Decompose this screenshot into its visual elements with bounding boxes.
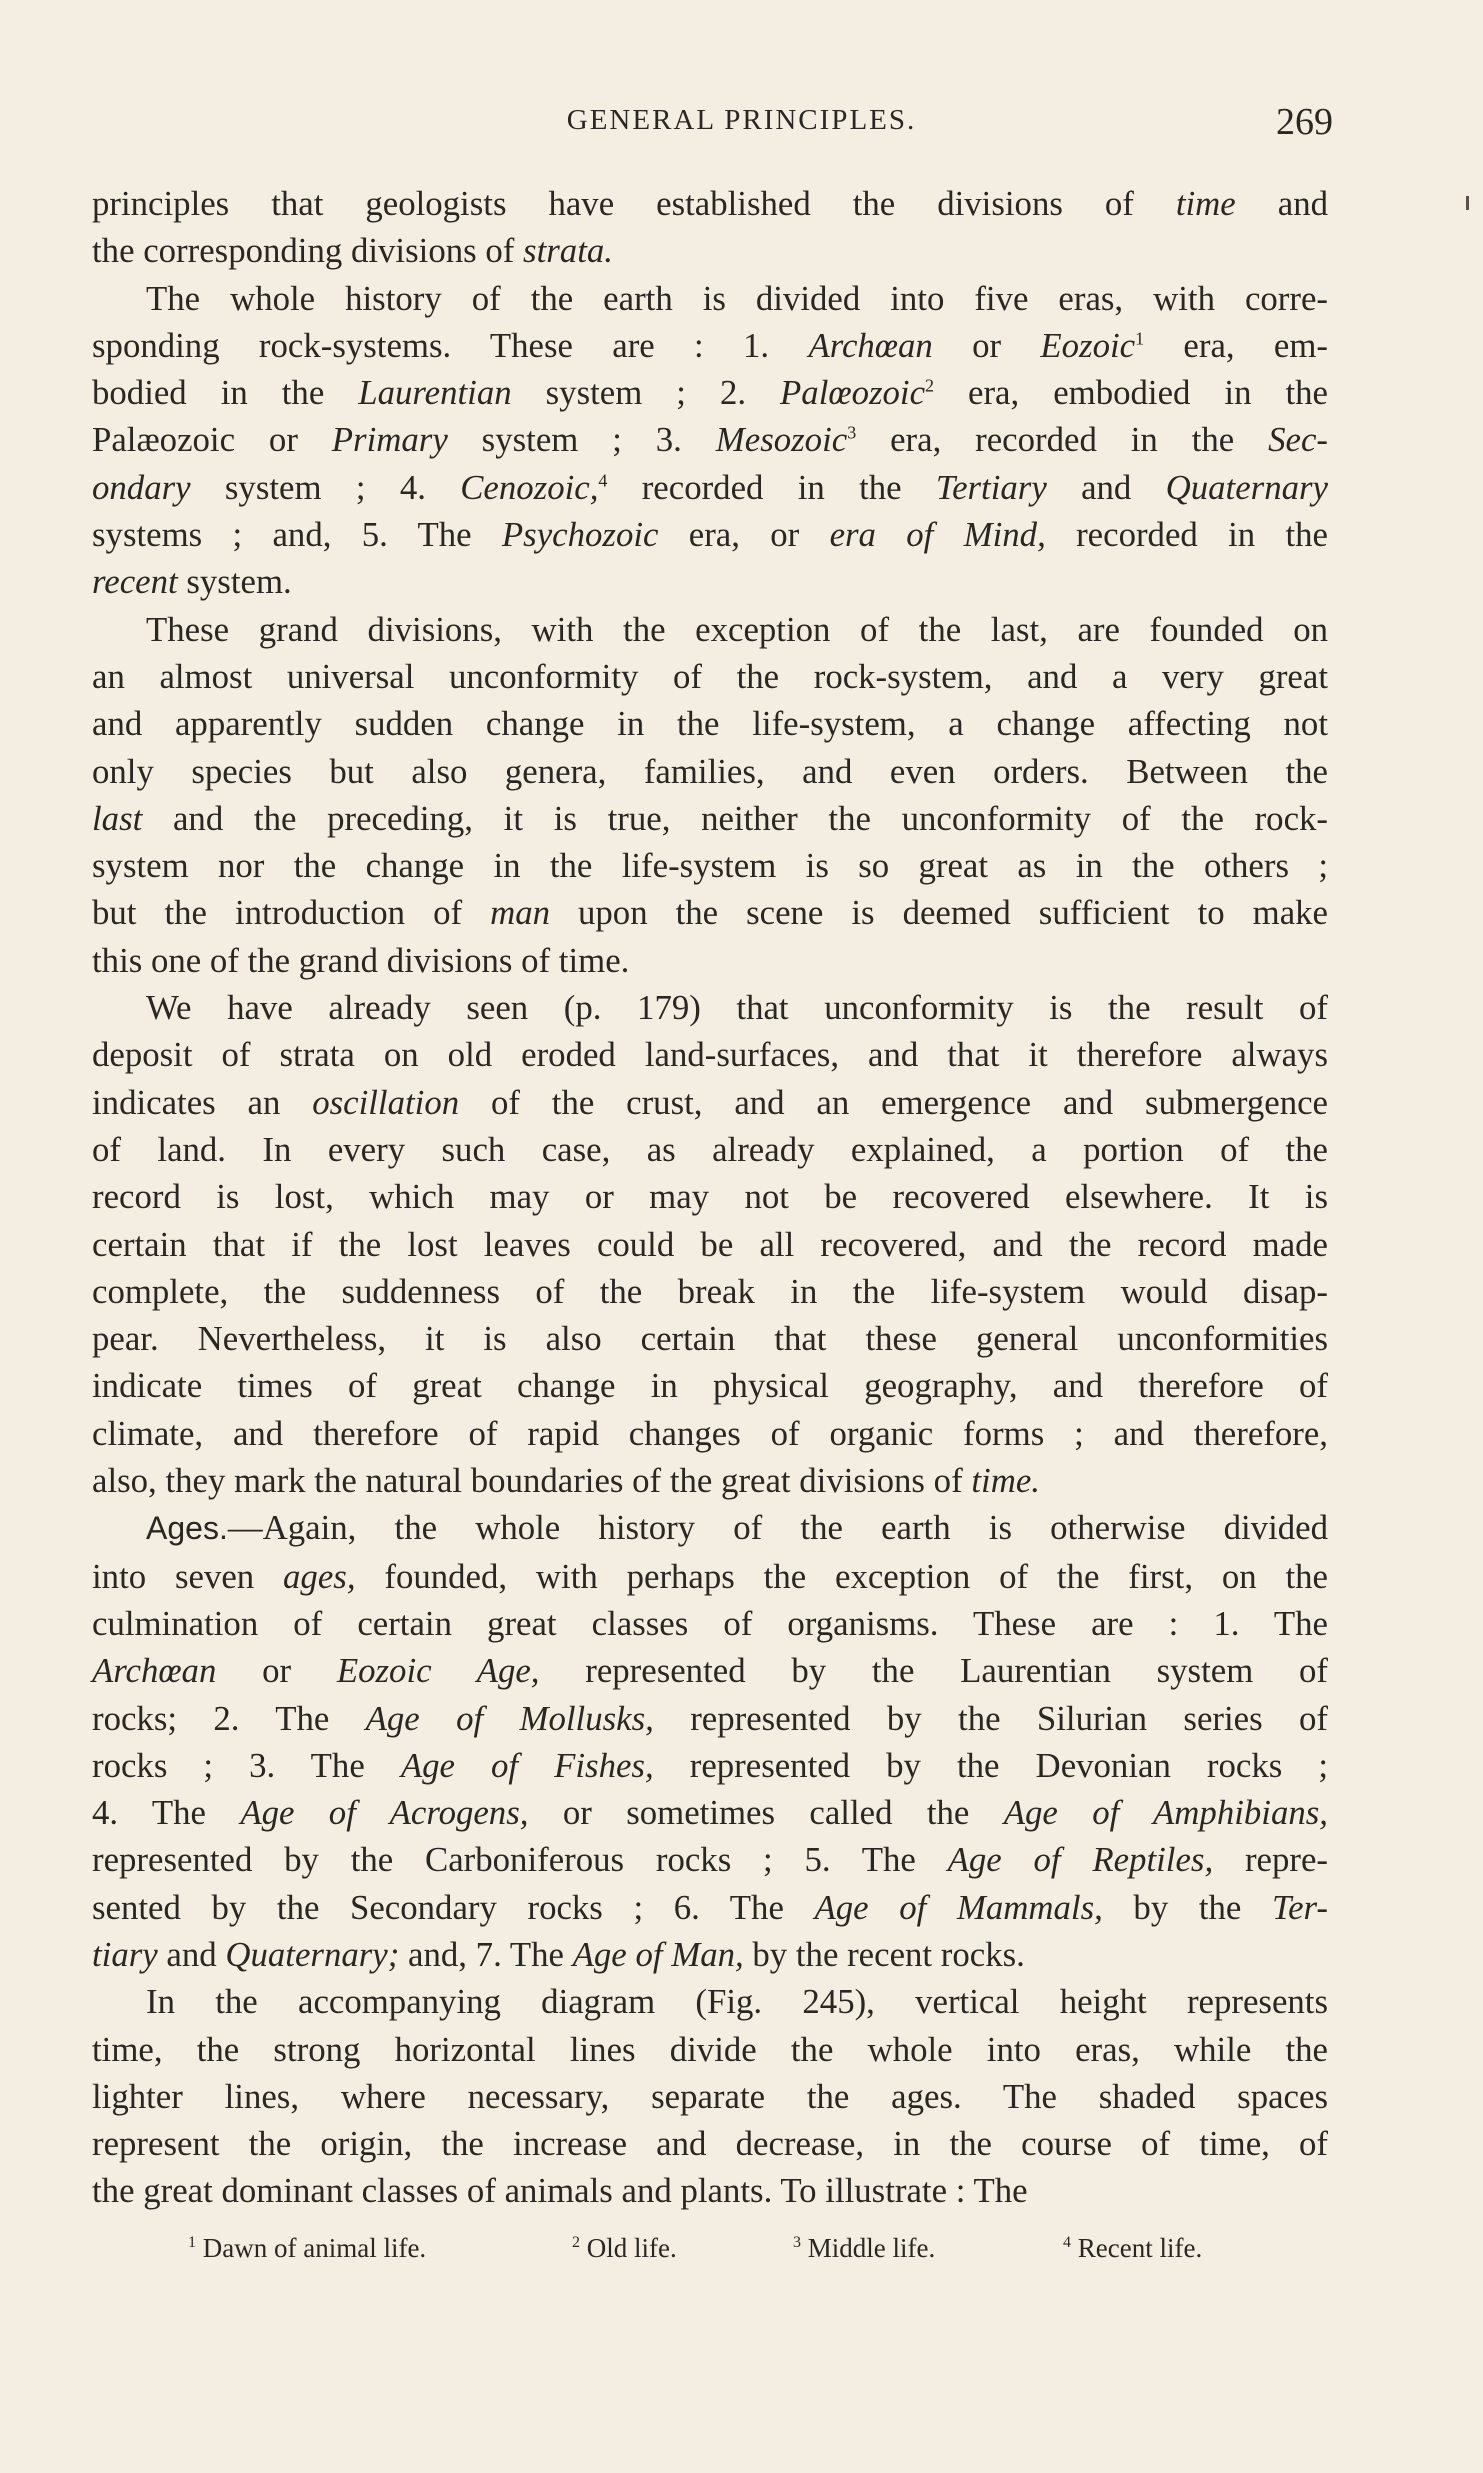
italic-term: time. — [971, 1461, 1040, 1501]
text-line — [92, 1695, 1328, 1742]
text-run: represent the origin, the increase and decrease, in the course of time, of — [92, 2124, 1328, 2164]
text-run: of the crust, and an emergence and submergence — [459, 1082, 1328, 1122]
text-run: climate, and therefore of rapid changes of organic forms ; and therefore, — [92, 1413, 1328, 1453]
footnote-ref: 3 — [847, 422, 857, 443]
italic-term: Mesozoic — [715, 420, 848, 460]
text-run: sented by the Secondary rocks ; 6. The — [92, 1887, 815, 1927]
text-run: of land. In every such case, as already explained, a portion of the — [92, 1129, 1328, 1169]
italic-term: Archœan — [92, 1651, 217, 1691]
italic-term: Archœan — [808, 325, 933, 365]
text-run: system ; 4. — [190, 467, 461, 507]
italic-term: Age of Acrogens, — [240, 1793, 529, 1833]
italic-term: Psychozoic — [501, 515, 659, 555]
text-line — [92, 1126, 1328, 1173]
text-line — [92, 1410, 1328, 1457]
text-run: and, 7. The — [399, 1934, 573, 1974]
text-run: We have already seen (p. 179) that unconformity is the result of — [146, 988, 1328, 1028]
italic-term: ages, — [283, 1556, 356, 1596]
footnote-ref: 4 — [598, 470, 608, 491]
footnote-text: Middle life. — [801, 2233, 936, 2263]
text-line — [92, 700, 1328, 747]
footnote-text: Old life. — [580, 2233, 677, 2263]
text-line — [92, 1315, 1328, 1362]
text-run: recorded in the — [607, 467, 936, 507]
text-line — [92, 889, 1328, 936]
text-run: the corresponding divisions of — [92, 231, 524, 271]
text-run: repre- — [1213, 1840, 1328, 1880]
italic-term: Eozoic — [1040, 325, 1136, 365]
text-line — [92, 984, 1328, 1031]
text-run: deposit of strata on old eroded land-surfaces, and that it therefore always — [92, 1035, 1328, 1075]
text-run: certain that if the lost leaves could be all recovered, and the record made — [92, 1224, 1328, 1264]
text-line — [92, 2073, 1328, 2120]
italic-term: tiary — [92, 1934, 158, 1974]
text-run: systems ; and, 5. The — [92, 515, 502, 555]
text-line — [92, 416, 1328, 463]
text-run: system. — [177, 562, 292, 602]
text-line — [92, 275, 1328, 322]
text-run: and — [157, 1934, 226, 1974]
text-line — [92, 2026, 1328, 2073]
footnote-number: 4 — [1063, 2234, 1071, 2251]
text-line — [92, 1789, 1328, 1836]
text-run: represented by the Silurian series of — [653, 1698, 1328, 1738]
text-line — [92, 1553, 1328, 1600]
text-line — [92, 795, 1328, 842]
footnote — [188, 2233, 426, 2264]
italic-term: Ter- — [1271, 1887, 1328, 1927]
italic-term: Sec- — [1268, 420, 1328, 460]
text-run: time, the strong horizontal lines divide the whole into eras, while the — [92, 2029, 1328, 2069]
text-run: and apparently sudden change in the life-system, a change affecting not — [92, 704, 1328, 744]
italic-term: Quaternary — [1165, 467, 1328, 507]
text-line — [92, 369, 1328, 416]
page-header — [0, 98, 1483, 148]
text-line — [92, 748, 1328, 795]
text-run: rocks ; 3. The — [92, 1745, 401, 1785]
text-line — [92, 937, 1328, 984]
italic-term: era of Mind, — [829, 515, 1046, 555]
text-run: founded, with perhaps the exception of the first, on the — [355, 1556, 1328, 1596]
footnote — [572, 2233, 677, 2264]
footnote-number: 1 — [188, 2234, 196, 2251]
margin-mark — [1466, 196, 1469, 210]
text-run: but the introduction of — [92, 893, 491, 933]
section-heading: Ages. — [146, 1510, 228, 1547]
text-line — [92, 1457, 1328, 1504]
text-run: indicates an — [92, 1082, 313, 1122]
text-run: represented by the Carboniferous rocks ; 5. The — [92, 1840, 948, 1880]
text-line — [92, 842, 1328, 889]
text-run: These grand divisions, with the exception of the last, are founded on — [146, 609, 1328, 649]
text-run: or sometimes called the — [528, 1793, 1004, 1833]
text-line — [92, 653, 1328, 700]
text-run: and — [1235, 184, 1328, 223]
text-run: represented by the Devonian rocks ; — [653, 1745, 1328, 1785]
italic-term: recent — [92, 562, 178, 602]
italic-term: strata. — [523, 231, 613, 271]
text-run: rocks; 2. The — [92, 1698, 366, 1738]
footnote-number: 3 — [793, 2234, 801, 2251]
text-line — [92, 1884, 1328, 1931]
text-run: the great dominant classes of animals and plants. To illustrate : The — [92, 2171, 1028, 2211]
text-run: upon the scene is deemed sufficient to make — [550, 893, 1328, 933]
italic-term: Age of Mammals, — [814, 1887, 1103, 1927]
italic-term: Eozoic Age, — [336, 1651, 540, 1691]
text-run: era, recorded in the — [856, 420, 1269, 460]
text-line — [92, 1079, 1328, 1126]
text-run: 4. The — [92, 1793, 241, 1833]
footnote-number: 2 — [572, 2234, 580, 2251]
text-line — [92, 1173, 1328, 1220]
text-run: and — [1046, 467, 1166, 507]
text-run: In the accompanying diagram (Fig. 245), vertical height represents — [146, 1982, 1328, 2022]
text-run: this one of the grand divisions of time. — [92, 940, 630, 980]
italic-term: Age of Reptiles, — [947, 1840, 1214, 1880]
footnote-text: Dawn of animal life. — [196, 2233, 427, 2263]
text-run: represented by the Laurentian system of — [539, 1651, 1329, 1691]
text-run: pear. Nevertheless, it is also certain that these general unconformities — [92, 1319, 1328, 1359]
footnote-text: Recent life. — [1071, 2233, 1203, 2263]
italic-term: oscillation — [312, 1082, 460, 1122]
italic-term: Age of Amphibians, — [1003, 1793, 1328, 1833]
text-run: —Again, the whole history of the earth is otherwise divided — [227, 1508, 1328, 1548]
text-line — [92, 1504, 1328, 1552]
text-run: recorded in the — [1045, 515, 1328, 555]
text-line — [92, 1031, 1328, 1078]
italic-term: Palœozoic — [780, 373, 926, 413]
text-run: by the recent rocks. — [743, 1934, 1025, 1974]
italic-term: man — [490, 893, 550, 933]
text-run: also, they mark the natural boundaries of the great divisions of — [92, 1461, 972, 1501]
text-run: or — [216, 1651, 337, 1691]
footnote — [1063, 2233, 1202, 2264]
text-line — [92, 1836, 1328, 1883]
text-line — [92, 1600, 1328, 1647]
text-line — [92, 2120, 1328, 2167]
italic-term: Age of Fishes, — [400, 1745, 654, 1785]
text-run: system ; 2. — [511, 373, 781, 413]
body-text — [92, 180, 1328, 2215]
text-run: sponding rock-systems. These are : 1. — [92, 325, 809, 365]
text-run: bodied in the — [92, 373, 359, 413]
text-line — [92, 1978, 1328, 2025]
italic-term: Laurentian — [358, 373, 512, 413]
italic-term: Primary — [331, 420, 448, 460]
text-run: system ; 3. — [447, 420, 716, 460]
text-line — [92, 1268, 1328, 1315]
text-run: era, embodied in the — [934, 373, 1328, 413]
text-run: Palæozoic or — [92, 420, 332, 460]
text-line — [92, 558, 1328, 605]
text-run: principles that geologists have established the divisions of — [92, 184, 1176, 223]
footnote-ref: 2 — [925, 375, 935, 396]
italic-term: ondary — [92, 467, 191, 507]
text-run: era, em- — [1144, 325, 1328, 365]
text-line — [92, 1742, 1328, 1789]
text-line — [92, 2167, 1328, 2214]
italic-term: Age of Mollusks, — [365, 1698, 654, 1738]
text-run: and the preceding, it is true, neither the unconformity of the rock- — [142, 798, 1328, 838]
text-run: culmination of certain great classes of organisms. These are : 1. The — [92, 1603, 1328, 1643]
text-line — [92, 464, 1328, 511]
italic-term: Age of Man, — [572, 1934, 744, 1974]
running-title: GENERAL PRINCIPLES. — [566, 104, 917, 136]
text-run: by the — [1102, 1887, 1272, 1927]
text-line — [92, 1362, 1328, 1409]
text-run: The whole history of the earth is divided into five eras, with corre- — [146, 278, 1328, 318]
text-run: only species but also genera, families, and even orders. Between the — [92, 751, 1328, 791]
text-line — [92, 606, 1328, 653]
text-run: lighter lines, where necessary, separate the ages. The shaded spaces — [92, 2076, 1328, 2116]
italic-term: Tertiary — [935, 467, 1047, 507]
page-number: 269 — [1276, 101, 1333, 143]
text-line — [92, 180, 1328, 227]
text-run: or — [932, 325, 1041, 365]
footnote — [793, 2233, 935, 2264]
text-line — [92, 1931, 1328, 1978]
italic-term: time — [1175, 184, 1236, 223]
text-run: indicate times of great change in physical geography, and therefore of — [92, 1366, 1328, 1406]
text-run: an almost universal unconformity of the rock-system, and a very great — [92, 656, 1328, 696]
italic-term: Cenozoic, — [460, 467, 599, 507]
text-run: record is lost, which may or may not be recovered elsewhere. It is — [92, 1177, 1328, 1217]
italic-term: last — [92, 798, 143, 838]
italic-term: Quaternary; — [225, 1934, 400, 1974]
text-run: system nor the change in the life-system is so great as in the others ; — [92, 846, 1328, 886]
footnote-ref: 1 — [1135, 328, 1145, 349]
text-line — [92, 322, 1328, 369]
text-run: complete, the suddenness of the break in the life-system would disap- — [92, 1271, 1328, 1311]
text-line — [92, 1221, 1328, 1268]
text-run: era, or — [658, 515, 830, 555]
text-run: into seven — [92, 1556, 284, 1596]
text-line — [92, 227, 1328, 274]
text-line — [92, 1647, 1328, 1694]
text-line — [92, 511, 1328, 558]
